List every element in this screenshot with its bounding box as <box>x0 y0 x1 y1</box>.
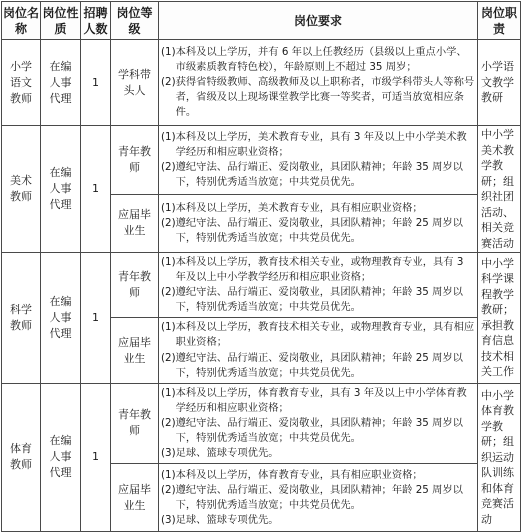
level-cell: 学科带头人 <box>111 40 159 126</box>
count-cell: 1 <box>81 40 111 126</box>
requirement-number: (3) <box>161 447 176 460</box>
duties-cell: 小学语文教学教研 <box>478 40 521 126</box>
requirements-cell <box>159 383 478 463</box>
requirement-text: 本科及以上学历，并有 6 年以上任教经历（县级以上重点小学、市级素质教育特色校），年龄原则上不超过 35 周岁； <box>175 45 467 73</box>
requirements-cell <box>159 126 478 195</box>
count-cell: 1 <box>81 253 111 384</box>
requirement-item <box>161 216 475 246</box>
requirement-number: (1) <box>161 321 176 334</box>
requirement-number: (2) <box>161 160 176 173</box>
requirement-text: 本科及以上学历，教育技术相关专业，或物理教育专业，具有 3 年及以上中小学教学经历和相应职业资格； <box>175 256 464 284</box>
requirement-number: (2) <box>161 351 176 364</box>
header-post-name: 岗位名称 <box>2 2 41 40</box>
count-cell: 1 <box>81 126 111 253</box>
requirement-text: 遵纪守法、品行端正、爱岗敬业，具团队精神；年龄 35 周岁以下，特别优秀适当放宽；中共党员优先。 <box>175 416 463 445</box>
table-row <box>2 253 521 318</box>
requirement-text: 遵纪守法、品行端正、爱岗敬业，具团队精神；年龄 35 周岁以下，特别优秀适当放宽；中共党员优先。 <box>175 160 463 189</box>
post-name-cell: 小学语文教师 <box>2 40 41 126</box>
requirements-cell <box>159 464 478 532</box>
count-cell: 1 <box>81 383 111 531</box>
requirement-number: (2) <box>161 416 176 429</box>
header-row <box>2 2 521 40</box>
requirement-number: (2) <box>161 75 176 88</box>
requirement-item <box>161 320 475 350</box>
requirement-text: 遵纪守法、品行端正、爱岗敬业，具团队精神；年龄 25 周岁以下，特别优秀适当放宽；中共党员优先。 <box>175 216 463 245</box>
requirement-item <box>161 255 475 285</box>
header-requirements: 岗位要求 <box>159 2 478 40</box>
requirement-item <box>161 45 475 75</box>
level-cell: 青年教师 <box>111 383 159 463</box>
table-row <box>2 383 521 463</box>
requirement-text: 本科及以上学历，体育教育专业，具有相应职业资格； <box>175 468 423 481</box>
requirement-text: 遵纪守法、品行端正、爱岗敬业，具团队精神；年龄 25 周岁以下，特别优秀适当放宽；中共党员优先。 <box>175 483 463 511</box>
requirement-item <box>161 446 475 461</box>
requirement-number: (1) <box>161 256 176 268</box>
level-cell: 青年教师 <box>111 126 159 195</box>
table-row <box>2 40 521 126</box>
level-cell: 应届毕业生 <box>111 318 159 383</box>
recruitment-table <box>1 1 521 532</box>
requirement-text: 本科及以上学历，体育教育专业，具有 3 年及以上中小学体育教学经历和相应职业资格； <box>175 386 467 414</box>
header-level: 岗位等级 <box>111 2 159 40</box>
table-row <box>2 126 521 195</box>
header-duties: 岗位职责 <box>478 2 521 40</box>
post-type-cell: 在编人事代理 <box>41 40 81 126</box>
requirement-item <box>161 75 475 120</box>
requirement-item <box>161 351 475 381</box>
requirement-text: 遵纪守法、品行端正、爱岗敬业，具团队精神；年龄 35 周岁以下，特别优秀适当放宽；中共党员优先。 <box>175 286 463 314</box>
requirements-cell <box>159 318 478 383</box>
post-type-cell: 在编人事代理 <box>41 383 81 531</box>
requirement-item <box>161 160 475 190</box>
table-body <box>2 40 521 532</box>
header-count: 招聘人数 <box>81 2 111 40</box>
requirement-item <box>161 386 475 416</box>
requirement-number: (3) <box>161 513 176 526</box>
duties-cell: 中小学科学课程教学教研；承担教育信息技术相关工作 <box>478 253 521 384</box>
requirement-number: (1) <box>161 386 176 399</box>
requirements-cell <box>159 253 478 318</box>
requirement-item <box>161 468 475 483</box>
requirement-number: (2) <box>161 286 176 299</box>
level-cell: 应届毕业生 <box>111 464 159 532</box>
level-cell: 应届毕业生 <box>111 194 159 252</box>
requirement-text: 足球、篮球专项优先。 <box>175 513 279 526</box>
post-name-cell: 科学教师 <box>2 253 41 384</box>
requirement-number: (2) <box>161 483 176 496</box>
post-name-cell: 美术教师 <box>2 126 41 253</box>
requirement-item <box>161 416 475 446</box>
requirement-text: 遵纪守法、品行端正、爱岗敬业，具团队精神；年龄 25 周岁以下，特别优秀适当放宽；中共党员优先。 <box>175 351 463 379</box>
requirements-cell <box>159 40 478 126</box>
requirement-item <box>161 483 475 513</box>
requirement-number: (1) <box>161 201 176 214</box>
post-type-cell: 在编人事代理 <box>41 126 81 253</box>
post-type-cell: 在编人事代理 <box>41 253 81 384</box>
requirement-text: 本科及以上学历，美术教育专业，具有 3 年及以上中小学美术教学经历和相应职业资格； <box>175 130 467 158</box>
requirement-number: (2) <box>161 216 176 229</box>
requirement-text: 足球、篮球专项优先。 <box>175 447 279 460</box>
requirement-text: 本科及以上学历，教育技术相关专业，或物理教育专业，具有相应职业资格； <box>175 321 475 349</box>
requirement-item <box>161 513 475 528</box>
requirement-item <box>161 285 475 315</box>
requirement-text: 获得省特级教师、高级教师及以上职称者，市级学科带头人等称号者，省级及以上现场课堂教学比赛一等奖者，可适当放宽相应条件。 <box>175 75 475 119</box>
requirement-number: (1) <box>161 468 176 481</box>
post-name-cell: 体育教师 <box>2 383 41 531</box>
requirement-item <box>161 201 475 216</box>
requirement-number: (1) <box>161 45 176 58</box>
duties-cell: 中小学美术教学教研；组织社团活动、相关竞赛活动 <box>478 126 521 253</box>
level-cell: 青年教师 <box>111 253 159 318</box>
requirement-text: 本科及以上学历，美术教育专业，具有相应职业资格； <box>175 201 423 214</box>
requirement-number: (1) <box>161 130 176 143</box>
requirements-cell <box>159 194 478 252</box>
requirement-item <box>161 130 475 160</box>
duties-cell: 中小学体育教学教研；组织运动队训练和体育竞赛活动 <box>478 383 521 531</box>
header-post-type: 岗位性质 <box>41 2 81 40</box>
